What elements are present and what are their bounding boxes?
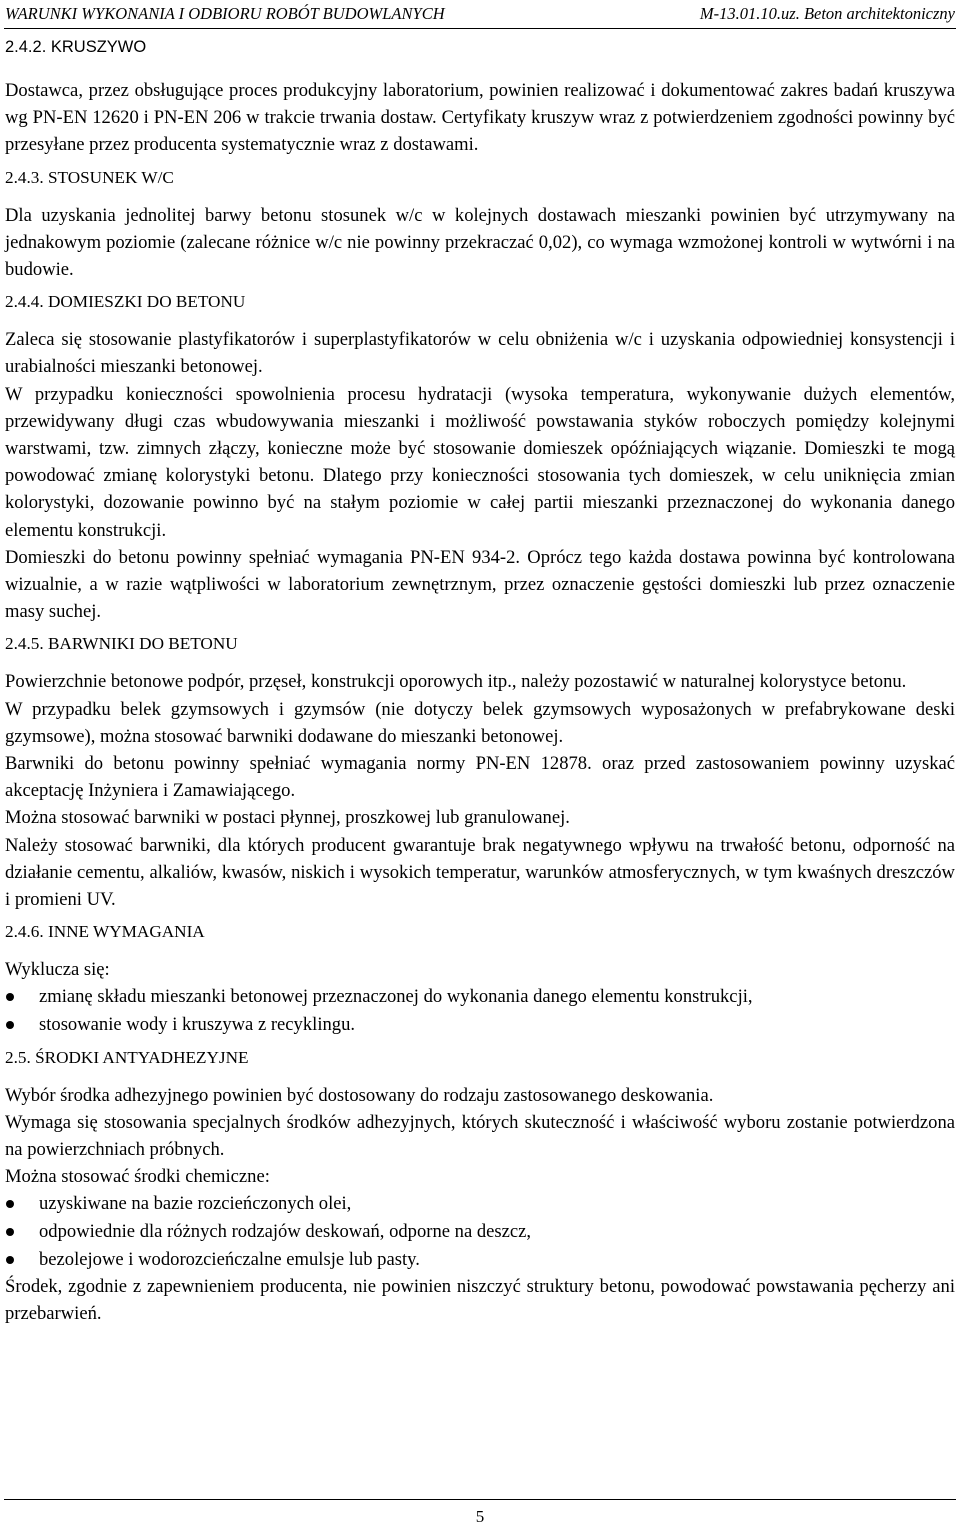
paragraph-barwniki-4: Można stosować barwniki w postaci płynnej, proszkowej lub granulowanej. (5, 807, 570, 829)
paragraph-barwniki-2: W przypadku belek gzymsowych i gzymsów (nie dotyczy belek gzymsowych wyposażonych w prefabrykowane deski gzymsowe), można stosować barwniki dodawane do mieszanki betonowej. (5, 698, 955, 747)
heading-inne-wymagania: 2.4.6. INNE WYMAGANIA (5, 922, 205, 942)
paragraph-stosunek-wc: Dla uzyskania jednolitej barwy betonu stosunek w/c w kolejnych dostawach mieszanki powinien być utrzymywany na jednakowym poziomie (zalecane różnice w/c nie powinny przekraczać 0,02), co wymaga wzmożonej kontroli w wytwórni i na budowie. (5, 204, 955, 281)
heading-kruszywo: 2.4.2. KRUSZYWO (5, 38, 147, 56)
bullet-icon (6, 1200, 14, 1208)
list-item: stosowanie wody i kruszywa z recyklingu. (5, 1011, 955, 1039)
page-number: 5 (475, 1507, 485, 1526)
paragraph-srodki-intro: Można stosować środki chemiczne: (5, 1166, 270, 1188)
heading-domieszki: 2.4.4. DOMIESZKI DO BETONU (5, 292, 246, 312)
bullet-icon (6, 993, 14, 1001)
paragraph-domieszki-3: Domieszki do betonu powinny spełniać wymagania PN-EN 934-2. Oprócz tego każda dostawa powinna być kontrolowana wizualnie, a w razie wątpliwości w laboratorium zewnętrznym, przez oznaczenie gęstości domieszki lub przez oznaczenie masy suchej. (5, 546, 955, 623)
paragraph-wyklucza: Wyklucza się: (5, 959, 110, 981)
list-item: uzyskiwane na bazie rozcieńczonych olei, (5, 1190, 955, 1218)
paragraph-domieszki-2: W przypadku konieczności spowolnienia procesu hydratacji (wysoka temperatura, wykonywanie dużych elementów, przewidywany długi czas wbudowywania mieszanki i możliwość powstawania styków roboczych pomiędzy kolejnymi warstwami, tzw. zimnych złączy, konieczne może być stosowanie domieszek opóźniających wiązanie. Domieszki te mogą powodować zmianę kolorystyki betonu. Dlatego przy konieczności stosowania tych domieszek, w celu uniknięcia zmian kolorystyki, dozowanie powinno być na stałym poziomie w całej partii mieszanki przeznaczonej do wykonania danego elementu konstrukcji. (5, 383, 955, 541)
header-spec-code: M-13.01.10.uz. Beton architektoniczny (699, 4, 955, 23)
heading-barwniki: 2.4.5. BARWNIKI DO BETONU (5, 634, 238, 654)
bullet-icon (6, 1228, 14, 1236)
paragraph-barwniki-5: Należy stosować barwniki, dla których producent gwarantuje brak negatywnego wpływu na trwałość betonu, odporność na działanie cementu, alkaliów, kwasów, niskich i wysokich temperatur, warunków atmosferycznych, w tym kwaśnych dreszczów i promieni UV. (5, 834, 955, 911)
document-body (5, 34, 955, 1328)
list-srodki (5, 1190, 955, 1273)
header-title: WARUNKI WYKONANIA I ODBIORU ROBÓT BUDOWLANYCH (5, 4, 445, 23)
heading-srodki-antyadhezyjne: 2.5. ŚRODKI ANTYADHEZYJNE (5, 1047, 249, 1067)
list-item: bezolejowe i wodorozcieńczalne emulsje lub pasty. (5, 1246, 955, 1274)
list-item: odpowiednie dla różnych rodzajów deskowań, odporne na deszcz, (5, 1218, 955, 1246)
paragraph-srodki-1: Wybór środka adhezyjnego powinien być dostosowany do rodzaju zastosowanego deskowania. (5, 1084, 714, 1106)
heading-stosunek-wc: 2.4.3. STOSUNEK W/C (5, 167, 174, 187)
paragraph-kruszywo: Dostawca, przez obsługujące proces produkcyjny laboratorium, powinien realizować i dokumentować zakres badań kruszywa wg PN-EN 12620 i PN-EN 206 w trakcie trwania dostaw. Certyfikaty kruszyw wraz z potwierdzeniem zgodności powinny być przesyłane przez producenta systematycznie wraz z dostawami. (5, 80, 955, 156)
page-header (4, 0, 956, 29)
list-item: zmianę składu mieszanki betonowej przeznaczonej do wykonania danego elementu konstrukcji, (5, 983, 955, 1011)
paragraph-srodki-2: Wymaga się stosowania specjalnych środków adhezyjnych, których skuteczność i właściwość wyboru zostanie potwierdzona na powierzchniach próbnych. (5, 1111, 955, 1161)
list-wyklucza (5, 983, 955, 1038)
footer-divider (4, 1499, 956, 1500)
paragraph-barwniki-3: Barwniki do betonu powinny spełniać wymagania normy PN-EN 12878. oraz przed zastosowaniem powinny uzyskać akceptację Inżyniera i Zamawiającego. (5, 753, 955, 802)
paragraph-domieszki-1: Zaleca się stosowanie plastyfikatorów i superplastyfikatorów w celu obniżenia w/c i uzyskania odpowiedniej konsystencji i urabialności mieszanki betonowej. (5, 329, 955, 378)
bullet-icon (6, 1256, 14, 1264)
bullet-icon (6, 1021, 14, 1029)
paragraph-srodki-3: Środek, zgodnie z zapewnieniem producenta, nie powinien niszczyć struktury betonu, powodować powstawania pęcherzy ani przebarwień. (5, 1276, 955, 1325)
paragraph-barwniki-1: Powierzchnie betonowe podpór, przęseł, konstrukcji oporowych itp., należy pozostawić w naturalnej kolorystyce betonu. (5, 671, 907, 693)
